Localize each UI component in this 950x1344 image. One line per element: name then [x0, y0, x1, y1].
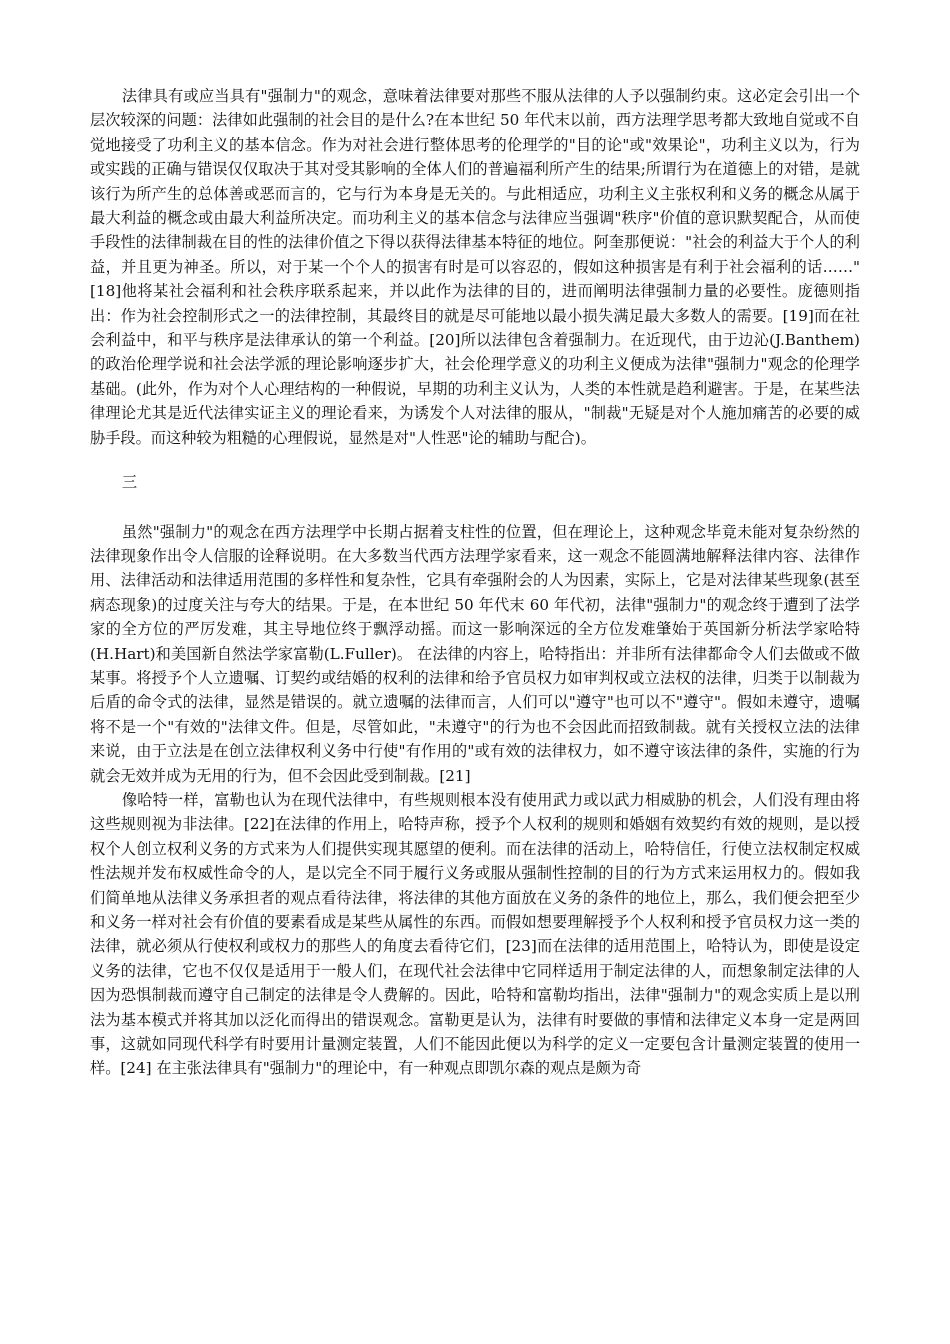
document-body — [90, 84, 860, 1081]
section-heading-three: 三 — [121, 473, 138, 492]
paragraph-hart-fuller-critique: 虽然"强制力"的观念在西方法理学中长期占据着支柱性的位置，但在理论上，这种观念毕竟未能对复杂纷然的法律现象作出令人信服的诠释说明。在大多数当代西方法理学家看来，这一观念不能圆满地解释法律内容、法律作用、法律活动和法律适用范围的多样性和复杂性，它具有牵强附会的人为因素，实际上，它是对法律某些现象(甚至病态现象)的过度关注与夸大的结果。于是，在本世纪 50 年代末 60 年代初，法律"强制力"的观念终于遭到了法学家的全方位的严厉发难，其主导地位终于飘浮动摇。而这一影响深远的全方位发难肇始于英国新分析法学家哈特(H.Hart)和美国新自然法学家富勒(L.Fuller)。 在法律的内容上，哈特指出：并非所有法律都命令人们去做或不做某事。将授予个人立遗嘱、订契约或结婚的权利的法律和给予官员权力如审判权或立法权的法律，归类于以制裁为后盾的命令式的法律，显然是错误的。就立遗嘱的法律而言，人们可以"遵守"也可以不"遵守"。假如未遵守，遗嘱将不是一个"有效的"法律文件。但是，尽管如此，"未遵守"的行为也不会因此而招致制裁。就有关授权立法的法律来说，由于立法是在创立法律权利义务中行使"有作用的"或有效的法律权力，如不遵守该法律的条件，实施的行为就会无效并成为无用的行为，但不会因此受到制裁。[21] — [90, 522, 860, 785]
paragraph-coercion-utilitarianism: 法律具有或应当具有"强制力"的观念，意味着法律要对那些不服从法律的人予以强制约束。这必定会引出一个层次较深的问题：法律如此强制的社会目的是什么?在本世纪 50 年代末以前，西方法理学思考都大致地自觉或不自觉地接受了功利主义的基本信念。作为对社会进行整体思考的伦理学的"目的论"或"效果论"，功利主义以为，行为或实践的正确与错误仅仅取决于其对受其影响的全体人们的普遍福利所产生的结果;所谓行为在道德上的对错，是就该行为所产生的总体善或恶而言的，它与行为本身是无关的。与此相适应，功利主义主张权利和义务的概念从属于最大利益的概念或由最大利益所决定。而功利主义的基本信念与法律应当强调"秩序"价值的意识默契配合，从而使手段性的法律制裁在目的性的法律价值之下得以获得法律基本特征的地位。阿奎那便说："社会的利益大于个人的利益，并且更为神圣。所以，对于某一个个人的损害有时是可以容忍的，假如这种损害是有利于社会福利的话……"[18]他将某社会福利和社会秩序联系起来，并以此作为法律的目的，进而阐明法律强制力量的必要性。庞德则指出：作为社会控制形式之一的法律控制，其最终目的就是尽可能地以最小损失满足最大多数人的需要。[19]而在社会利益中，和平与秩序是法律承认的第一个利益。[20]所以法律包含着强制力。在近现代，由于边沁(J.Banthem)的政治伦理学说和社会法学派的理论影响逐步扩大，社会伦理学意义的功利主义便成为法律"强制力"观念的伦理学基础。(此外，作为对个人心理结构的一种假说，早期的功利主义认为，人类的本性就是趋利避害。于是，在某些法律理论尤其是近代法律实证主义的理论看来，为诱发个人对法律的服从，"制裁"无疑是对个人施加痛苦的必要的威胁手段。而这种较为粗糙的心理假说，显然是对"人性恶"论的辅助与配合)。 — [90, 87, 860, 447]
paragraph-fuller-function-scope: 像哈特一样，富勒也认为在现代法律中，有些规则根本没有使用武力或以武力相威胁的机会，人们没有理由将这些规则视为非法律。[22]在法律的作用上，哈特声称，授予个人权利的规则和婚姻有效契约有效的规则，是以授权个人创立权利义务的方式来为人们提供实现其愿望的便利。而在法律的活动上，哈特信任，行使立法权制定权威性法规并发布权威性命令的人，是以完全不同于履行义务或服从强制性控制的目的行为方式来运用权力的。假如我们简单地从法律义务承担者的观点看待法律，将法律的其他方面放在义务的条件的地位上，那么，我们便会把至少和义务一样对社会有价值的要素看成是某些从属性的东西。而假如想要理解授予个人权利和授予官员权力这一类的法律，就必须从行使权利或权力的那些人的角度去看待它们，[23]而在法律的适用范围上，哈特认为，即使是设定义务的法律，它也不仅仅是适用于一般人们，在现代社会法律中它同样适用于制定法律的人，而想象制定法律的人因为恐惧制裁而遵守自己制定的法律是令人费解的。因此，哈特和富勒均指出，法律"强制力"的观念实质上是以刑法为基本模式并将其加以泛化而得出的错误观念。富勒更是认为，法律有时要做的事情和法律定义本身一定是两回事，这就如同现代科学有时要用计量测定装置，人们不能因此便以为科学的定义一定要包含计量测定装置的使用一样。[24] 在主张法律具有"强制力"的理论中，有一种观点即凯尔森的观点是颇为奇 — [90, 790, 860, 1078]
